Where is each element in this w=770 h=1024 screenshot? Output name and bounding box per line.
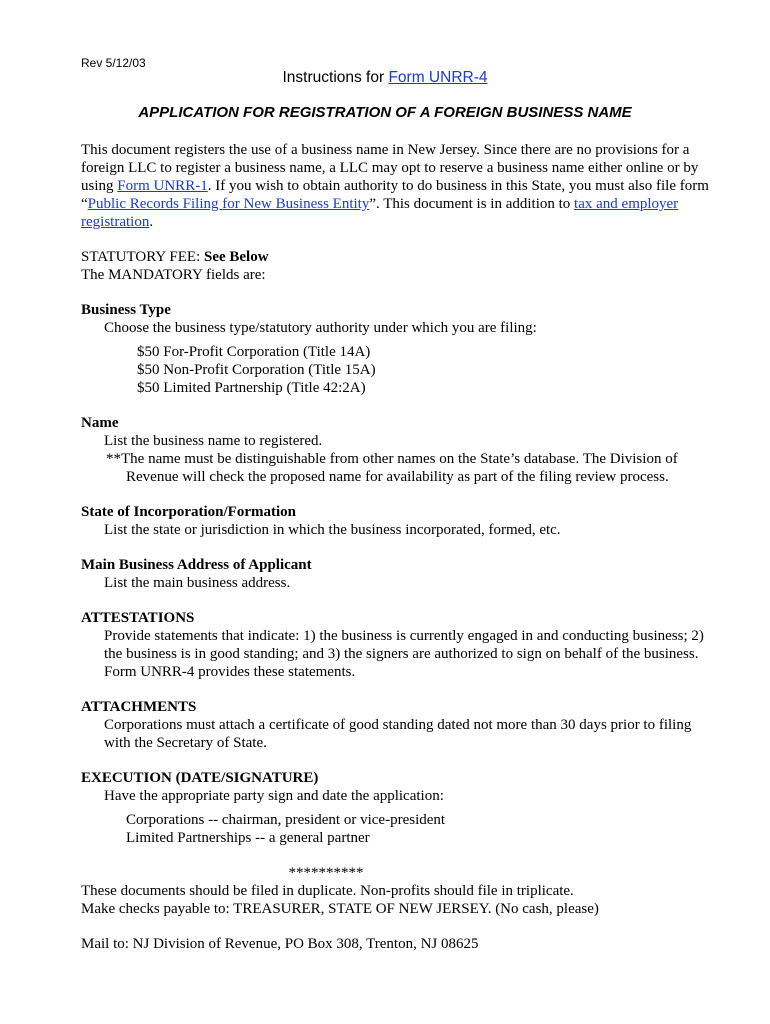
business-type-option: $50 For-Profit Corporation (Title 14A): [137, 344, 371, 360]
business-type-option: $50 Limited Partnership (Title 42:2A): [137, 380, 366, 396]
execution-item: Corporations -- chairman, president or vice-president: [126, 812, 446, 828]
fee-label: STATUTORY FEE:: [81, 249, 204, 265]
execution-item: Limited Partnerships -- a general partner: [126, 830, 370, 846]
intro-text-3: ”. This document is in addition to: [369, 196, 575, 212]
name-heading: Name: [81, 415, 119, 431]
mailing-address: Mail to: NJ Division of Revenue, PO Box 308, Trenton, NJ 08625: [81, 936, 479, 952]
execution-desc: Have the appropriate party sign and date the application:: [104, 788, 444, 804]
form-unrr4-link[interactable]: Form UNRR-4: [388, 69, 488, 86]
intro-paragraph: [81, 141, 711, 231]
title-prefix: Instructions for: [282, 69, 389, 86]
attachments-desc: Corporations must attach a certificate of good standing dated not more than 30 days prior to filing with the Secretary of State.: [104, 717, 692, 751]
tax-employer-registration-link[interactable]: tax and employer registration: [81, 196, 679, 230]
business-type-option: $50 Non-Profit Corporation (Title 15A): [137, 362, 376, 378]
business-type-heading: Business Type: [81, 302, 171, 318]
name-note: **The name must be distinguishable from other names on the State’s database. The Division of Revenue will check the proposed name for availability as part of the filing review process.: [106, 451, 678, 485]
state-desc: List the state or jurisdiction in which the business incorporated, formed, etc.: [104, 522, 561, 538]
document-subtitle: APPLICATION FOR REGISTRATION OF A FOREIGN BUSINESS NAME: [138, 104, 632, 121]
fee-value: See Below: [203, 249, 269, 265]
revision-date: Rev 5/12/03: [81, 56, 146, 70]
address-desc: List the main business address.: [104, 575, 291, 591]
page-title: [0, 69, 770, 87]
document-body: [81, 141, 711, 953]
attestations-desc: Provide statements that indicate: 1) the business is currently engaged in and conducting business; 2) the business is in good standing; and 3) the signers are authorized to sign on behalf of the business. Form UNRR-4 provides these statements.: [104, 628, 704, 680]
intro-text-4: .: [149, 214, 154, 230]
checks-payable-note: Make checks payable to: TREASURER, STATE OF NEW JERSEY. (No cash, please): [81, 901, 599, 917]
public-records-filing-link[interactable]: Public Records Filing for New Business Entity: [87, 196, 370, 212]
mandatory-fields-label: The MANDATORY fields are:: [81, 267, 266, 283]
name-desc: List the business name to registered.: [104, 433, 323, 449]
form-unrr1-link[interactable]: Form UNRR-1: [117, 178, 208, 194]
execution-heading: EXECUTION (DATE/SIGNATURE): [81, 770, 319, 786]
business-type-desc: Choose the business type/statutory authority under which you are filing:: [104, 320, 537, 336]
attestations-heading: ATTESTATIONS: [81, 610, 195, 626]
attachments-heading: ATTACHMENTS: [81, 699, 197, 715]
address-heading: Main Business Address of Applicant: [81, 557, 312, 573]
filing-copies-note: These documents should be filed in duplicate. Non-profits should file in triplicate.: [81, 883, 574, 899]
statutory-fee: [81, 248, 711, 266]
intro-text-1: This document registers the use of a business name in New Jersey. Since there are no provisions for a foreign LLC to register a business name, a LLC may opt to reserve a business name either online or by using: [81, 142, 699, 194]
state-heading: State of Incorporation/Formation: [81, 504, 296, 520]
intro-text-2: . If you wish to obtain authority to do business in this State, you must also file form “: [81, 178, 709, 212]
separator-asterisks: **********: [288, 865, 364, 881]
